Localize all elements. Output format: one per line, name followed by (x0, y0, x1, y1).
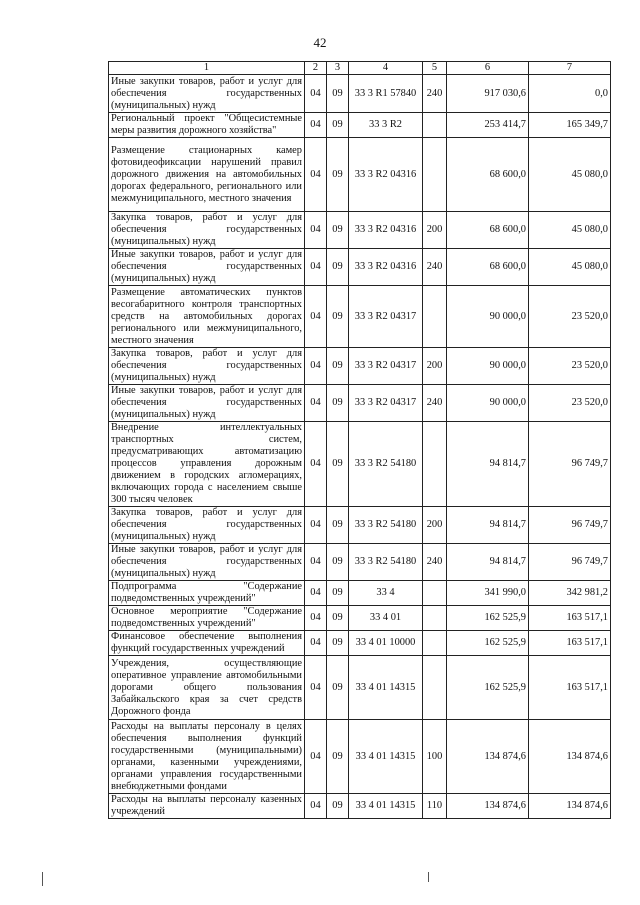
row-expense-type (423, 606, 447, 631)
row-name: Иные закупки товаров, работ и услуг для обеспечения государственных (муниципальных) нужд (109, 385, 305, 422)
row-expense-type (423, 422, 447, 507)
row-amount-2: 134 874,6 (529, 720, 611, 794)
table-row (109, 113, 611, 138)
row-subsection: 09 (327, 286, 349, 348)
row-amount-1: 94 814,7 (447, 544, 529, 581)
row-amount-1: 917 030,6 (447, 75, 529, 113)
row-section: 04 (305, 606, 327, 631)
row-target-code: 33 3 R2 04316 (349, 249, 423, 286)
row-name: Учреждения, осуществляющие оперативное управление автомобильными дорогами общего пользования Забайкальского края за счет средств Дорожного фонда (109, 656, 305, 720)
row-amount-2: 0,0 (529, 75, 611, 113)
row-section: 04 (305, 138, 327, 212)
row-subsection: 09 (327, 75, 349, 113)
table-row (109, 581, 611, 606)
row-amount-1: 341 990,0 (447, 581, 529, 606)
row-amount-1: 68 600,0 (447, 249, 529, 286)
row-target-code: 33 3 R2 (349, 113, 423, 138)
row-expense-type: 240 (423, 75, 447, 113)
row-subsection: 09 (327, 631, 349, 656)
row-amount-1: 134 874,6 (447, 720, 529, 794)
row-section: 04 (305, 249, 327, 286)
row-name: Закупка товаров, работ и услуг для обеспечения государственных (муниципальных) нужд (109, 348, 305, 385)
row-target-code: 33 3 R2 04317 (349, 385, 423, 422)
row-expense-type: 240 (423, 385, 447, 422)
row-amount-1: 90 000,0 (447, 385, 529, 422)
page-number: 42 (313, 35, 327, 50)
row-expense-type (423, 113, 447, 138)
row-name: Иные закупки товаров, работ и услуг для обеспечения государственных (муниципальных) нужд (109, 249, 305, 286)
row-amount-2: 96 749,7 (529, 544, 611, 581)
row-subsection: 09 (327, 794, 349, 819)
row-amount-2: 23 520,0 (529, 286, 611, 348)
header-col-7: 7 (529, 62, 611, 75)
row-target-code: 33 4 01 14315 (349, 656, 423, 720)
row-target-code: 33 4 01 14315 (349, 794, 423, 819)
row-name: Иные закупки товаров, работ и услуг для обеспечения государственных (муниципальных) нужд (109, 544, 305, 581)
table-row (109, 720, 611, 794)
row-name: Закупка товаров, работ и услуг для обеспечения государственных (муниципальных) нужд (109, 507, 305, 544)
row-section: 04 (305, 286, 327, 348)
row-target-code: 33 3 R2 04316 (349, 212, 423, 249)
row-expense-type (423, 138, 447, 212)
row-amount-1: 162 525,9 (447, 656, 529, 720)
row-subsection: 09 (327, 544, 349, 581)
table-row (109, 794, 611, 819)
row-name: Расходы на выплаты персоналу казенных учреждений (109, 794, 305, 819)
row-section: 04 (305, 385, 327, 422)
row-name: Закупка товаров, работ и услуг для обеспечения государственных (муниципальных) нужд (109, 212, 305, 249)
row-target-code: 33 4 (349, 581, 423, 606)
row-amount-1: 90 000,0 (447, 286, 529, 348)
scan-mark (42, 872, 43, 886)
table-row (109, 606, 611, 631)
row-expense-type (423, 286, 447, 348)
header-col-3: 3 (327, 62, 349, 75)
row-name: Региональный проект "Общесистемные меры развития дорожного хозяйства" (109, 113, 305, 138)
table-row (109, 422, 611, 507)
row-target-code: 33 3 R1 57840 (349, 75, 423, 113)
row-name: Размещение автоматических пунктов весогабаритного контроля транспортных средств на автомобильных дорогах регионального или межмуниципального, местного значения (109, 286, 305, 348)
row-section: 04 (305, 656, 327, 720)
row-amount-2: 163 517,1 (529, 656, 611, 720)
row-amount-1: 162 525,9 (447, 631, 529, 656)
row-amount-2: 45 080,0 (529, 249, 611, 286)
table-row (109, 348, 611, 385)
row-target-code: 33 4 01 (349, 606, 423, 631)
row-amount-2: 23 520,0 (529, 385, 611, 422)
budget-table (108, 61, 611, 819)
header-col-2: 2 (305, 62, 327, 75)
row-expense-type: 200 (423, 348, 447, 385)
row-name: Основное мероприятие "Содержание подведомственных учреждений" (109, 606, 305, 631)
row-expense-type (423, 581, 447, 606)
row-subsection: 09 (327, 507, 349, 544)
row-section: 04 (305, 75, 327, 113)
row-target-code: 33 3 R2 04316 (349, 138, 423, 212)
row-target-code: 33 3 R2 54180 (349, 544, 423, 581)
row-subsection: 09 (327, 348, 349, 385)
row-amount-2: 163 517,1 (529, 606, 611, 631)
row-section: 04 (305, 581, 327, 606)
row-name: Иные закупки товаров, работ и услуг для обеспечения государственных (муниципальных) нужд (109, 75, 305, 113)
row-section: 04 (305, 794, 327, 819)
row-name: Расходы на выплаты персоналу в целях обеспечения выполнения функций государственными (муниципальными) органами, казенными учреждениями, органами управления государственными внебюджетными фондами (109, 720, 305, 794)
row-subsection: 09 (327, 249, 349, 286)
row-section: 04 (305, 212, 327, 249)
row-amount-1: 68 600,0 (447, 212, 529, 249)
row-amount-1: 94 814,7 (447, 422, 529, 507)
row-name: Подпрограмма "Содержание подведомственных учреждений" (109, 581, 305, 606)
row-amount-2: 23 520,0 (529, 348, 611, 385)
row-name: Внедрение интеллектуальных транспортных систем, предусматривающих автоматизацию процессов управления дорожным движением в городских агломерациях, включающих города с населением свыше 300 тысяч человек (109, 422, 305, 507)
row-expense-type: 110 (423, 794, 447, 819)
row-subsection: 09 (327, 113, 349, 138)
row-target-code: 33 3 R2 54180 (349, 507, 423, 544)
table-row (109, 656, 611, 720)
row-amount-1: 134 874,6 (447, 794, 529, 819)
row-amount-2: 96 749,7 (529, 422, 611, 507)
table-row (109, 286, 611, 348)
row-amount-1: 94 814,7 (447, 507, 529, 544)
row-section: 04 (305, 544, 327, 581)
table-row (109, 75, 611, 113)
row-expense-type: 240 (423, 544, 447, 581)
row-expense-type: 200 (423, 212, 447, 249)
table-row (109, 544, 611, 581)
row-name: Размещение стационарных камер фотовидеофиксации нарушений правил дорожного движения на автомобильных дорогах федерального, регионального или межмуниципального, местного значения (109, 138, 305, 212)
row-expense-type: 240 (423, 249, 447, 286)
row-subsection: 09 (327, 385, 349, 422)
row-amount-1: 253 414,7 (447, 113, 529, 138)
table-row (109, 631, 611, 656)
row-amount-2: 45 080,0 (529, 212, 611, 249)
row-subsection: 09 (327, 212, 349, 249)
table-row (109, 249, 611, 286)
row-target-code: 33 3 R2 04317 (349, 348, 423, 385)
row-subsection: 09 (327, 422, 349, 507)
header-col-1: 1 (109, 62, 305, 75)
table-row (109, 507, 611, 544)
table-row (109, 212, 611, 249)
row-section: 04 (305, 348, 327, 385)
row-name: Финансовое обеспечение выполнения функций государственных учреждений (109, 631, 305, 656)
row-section: 04 (305, 507, 327, 544)
row-amount-1: 68 600,0 (447, 138, 529, 212)
row-amount-2: 165 349,7 (529, 113, 611, 138)
row-target-code: 33 3 R2 04317 (349, 286, 423, 348)
row-expense-type: 100 (423, 720, 447, 794)
row-amount-1: 90 000,0 (447, 348, 529, 385)
row-expense-type: 200 (423, 507, 447, 544)
row-amount-2: 96 749,7 (529, 507, 611, 544)
row-amount-2: 163 517,1 (529, 631, 611, 656)
row-section: 04 (305, 720, 327, 794)
row-expense-type (423, 656, 447, 720)
row-expense-type (423, 631, 447, 656)
row-amount-2: 45 080,0 (529, 138, 611, 212)
row-subsection: 09 (327, 581, 349, 606)
row-target-code: 33 3 R2 54180 (349, 422, 423, 507)
row-subsection: 09 (327, 656, 349, 720)
row-amount-2: 342 981,2 (529, 581, 611, 606)
row-section: 04 (305, 631, 327, 656)
table-header-row (109, 62, 611, 75)
header-col-4: 4 (349, 62, 423, 75)
header-col-5: 5 (423, 62, 447, 75)
scan-mark (428, 872, 429, 882)
row-amount-2: 134 874,6 (529, 794, 611, 819)
row-subsection: 09 (327, 720, 349, 794)
row-target-code: 33 4 01 14315 (349, 720, 423, 794)
table-row (109, 385, 611, 422)
row-amount-1: 162 525,9 (447, 606, 529, 631)
row-target-code: 33 4 01 10000 (349, 631, 423, 656)
row-subsection: 09 (327, 606, 349, 631)
row-section: 04 (305, 422, 327, 507)
header-col-6: 6 (447, 62, 529, 75)
table-row (109, 138, 611, 212)
row-subsection: 09 (327, 138, 349, 212)
row-section: 04 (305, 113, 327, 138)
